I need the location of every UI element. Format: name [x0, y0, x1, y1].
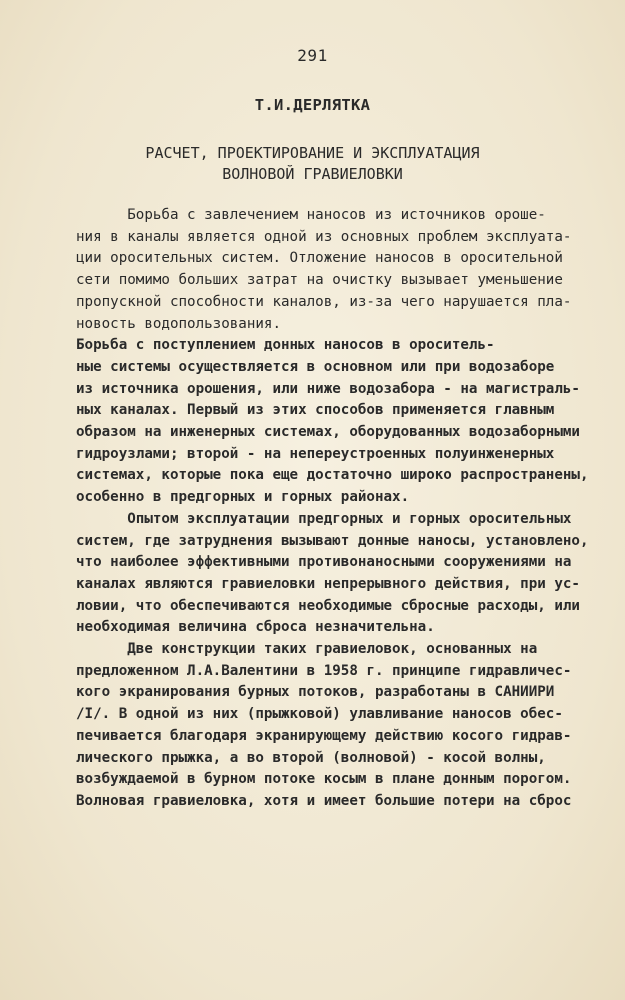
- text-line: ния в каналы является одной из основных проблем эксплуата-: [76, 228, 572, 245]
- text-line: особенно в предгорных и горных районах.: [76, 489, 410, 506]
- text-line: печивается благодаря экранирующему действию косого гидрав-: [76, 727, 572, 744]
- text-line: кого экранирования бурных потоков, разработаны в САНИИРИ: [76, 684, 555, 701]
- title-line: РАСЧЕТ, ПРОЕКТИРОВАНИЕ И ЭКСПЛУАТАЦИЯ: [145, 144, 480, 162]
- text-line: /I/. В одной из них (прыжковой) улавливание наносов обес-: [76, 706, 563, 723]
- text-line: необходимая величина сброса незначительна.: [76, 619, 435, 636]
- text-line: ловии, что обеспечиваются необходимые сбросные расходы, или: [76, 597, 580, 614]
- text-line: новость водопользования.: [76, 315, 281, 332]
- text-line: гидроузлами; второй - на непереустроенных полуинженерных: [76, 445, 555, 462]
- text-line: что наиболее эффективными противонаносными сооружениями на: [76, 554, 572, 571]
- text-line: сети помимо больших затрат на очистку вызывает уменьшение: [76, 272, 563, 289]
- text-line: Две конструкции таких гравиеловок, основанных на: [76, 641, 538, 658]
- text-line: Волновая гравиеловка, хотя и имеет большие потери на сброс: [76, 792, 572, 809]
- text-line: ные системы осуществляется в основном или при водозаборе: [76, 358, 555, 375]
- text-line: пропускной способности каналов, из-за чего нарушается пла-: [76, 293, 572, 310]
- text-line: ных каналах. Первый из этих способов применяется главным: [76, 402, 555, 419]
- body-text: [76, 205, 596, 813]
- text-line: систем, где затруднения вызывают донные наносы, установлено,: [76, 532, 589, 549]
- text-line: каналах являются гравиеловки непрерывного действия, при ус-: [76, 575, 580, 592]
- text-line: Борьба с завлечением наносов из источников ороше-: [76, 207, 546, 223]
- text-line: Борьба с поступлением донных наносов в ороситель-: [76, 337, 495, 354]
- title-line: ВОЛНОВОЙ ГРАВИЕЛОВКИ: [222, 165, 403, 183]
- text-line: лического прыжка, а во второй (волновой) - косой волны,: [76, 749, 546, 766]
- text-line: ции оросительных систем. Отложение наносов в оросительной: [76, 250, 563, 267]
- text-line: Опытом эксплуатации предгорных и горных оросительных: [76, 510, 572, 527]
- author-name: Т.И.ДЕРЛЯТКА: [254, 96, 371, 114]
- article-title: [0, 143, 625, 185]
- text-line: системах, которые пока еще достаточно широко распространены,: [76, 467, 589, 484]
- text-line: образом на инженерных системах, оборудованных водозаборными: [76, 424, 580, 441]
- text-line: возбуждаемой в бурном потоке косым в плане донным порогом.: [76, 771, 572, 788]
- page-number: 291: [297, 46, 328, 65]
- text-line: из источника орошения, или ниже водозабора - на магистраль-: [76, 380, 580, 397]
- text-line: предложенном Л.А.Валентини в 1958 г. принципе гидравличес-: [76, 662, 572, 679]
